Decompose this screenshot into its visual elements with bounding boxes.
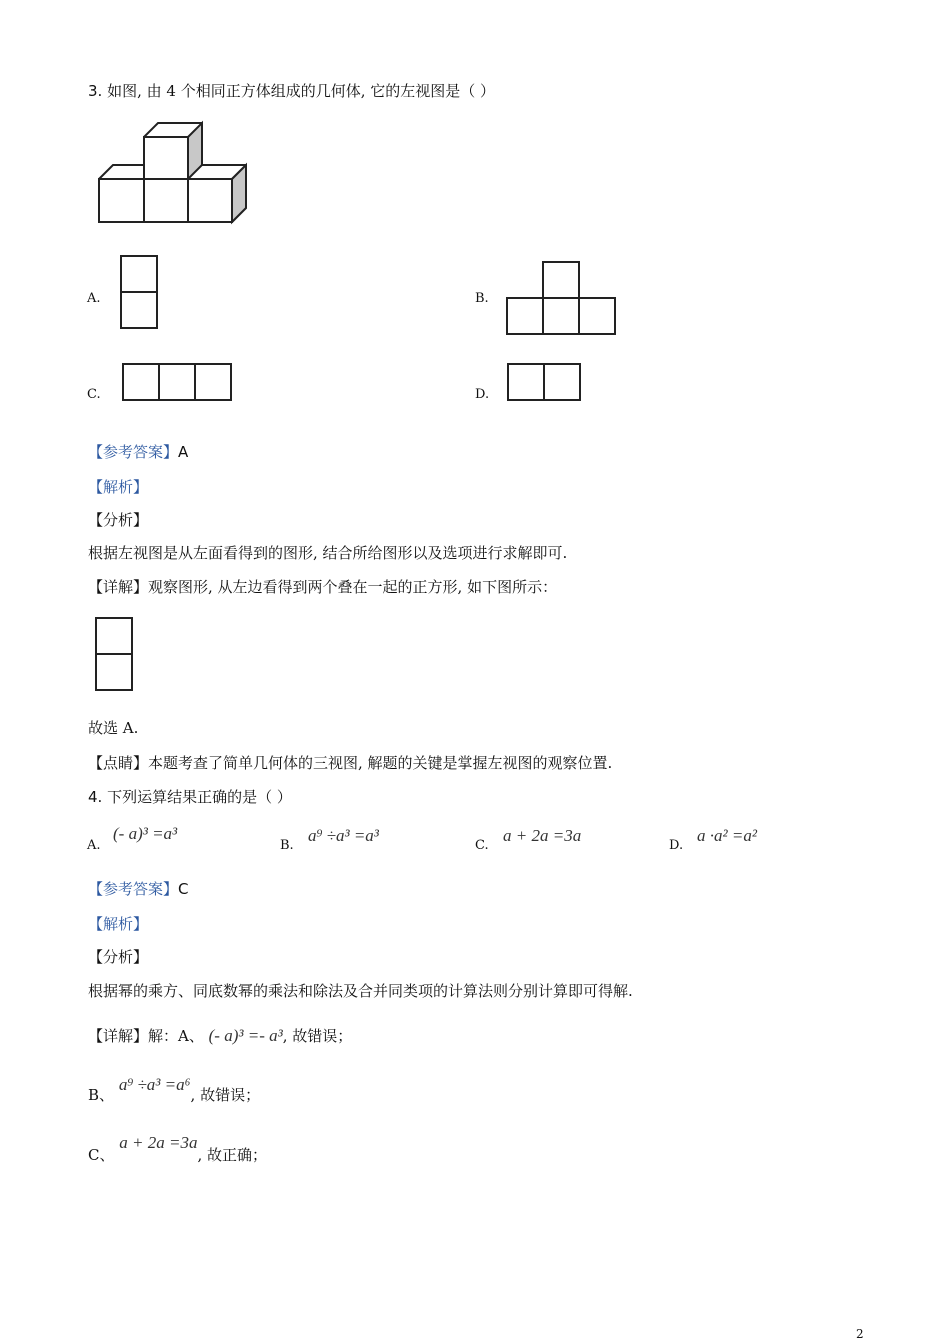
q3-cube-right	[188, 179, 232, 222]
q3-option-c-figure[interactable]	[122, 363, 234, 403]
q4-option-d-expr[interactable]: a ·a² =a²	[697, 826, 757, 845]
page-number: 2	[856, 1327, 864, 1341]
q3-option-b-label[interactable]: B.	[475, 291, 489, 306]
q3-option-b-figure[interactable]	[506, 261, 618, 337]
q3-cube-middle	[144, 179, 188, 222]
q4-detail-b-prefix: B、	[88, 1086, 115, 1104]
q4-option-c-label[interactable]: C.	[475, 838, 489, 853]
q4-option-a-expr[interactable]: (- a)³ =a³	[113, 824, 178, 843]
q3-detail-text: 观察图形, 从左边看得到两个叠在一起的正方形, 如下图所示：	[148, 578, 558, 596]
q4-analysis-label: 【解析】	[88, 915, 149, 933]
q3-option-c-label[interactable]: C.	[87, 387, 101, 402]
q3-top-cube-side	[188, 123, 202, 179]
q3-fenxi-text: 根据左视图是从左面看得到的图形, 结合所给图形以及选项进行求解即可.	[88, 544, 568, 562]
q4-number: 4.	[88, 788, 103, 806]
q4-fenxi-label: 【分析】	[88, 948, 149, 966]
q4-detail-b-expr: a⁹ ÷a³ =a⁶	[118, 1075, 191, 1094]
q3-text: 如图, 由 4 个相同正方体组成的几何体, 它的左视图是（ ）	[107, 82, 496, 100]
q3-dianjing-line	[88, 753, 612, 773]
q3-number: 3.	[88, 82, 103, 100]
q4-detail-c-expr: a + 2a =3a	[119, 1133, 198, 1152]
q3-option-d-figure[interactable]	[507, 363, 583, 403]
q4-detail-c-line	[88, 1133, 268, 1165]
q4-detail-a-expr: (- a)³ =- a³	[208, 1026, 283, 1045]
q4-detail-prefix: 解：A、	[148, 1027, 204, 1045]
q4-detail-a-line	[88, 1026, 352, 1046]
q4-fenxi-text: 根据幂的乘方、同底数幂的乘法和除法及合并同类项的计算法则分别计算即可得解.	[88, 982, 633, 1000]
q3-dianjing-label: 【点睛】	[88, 754, 149, 772]
q4-answer-line	[88, 879, 189, 899]
q4-stem	[88, 787, 292, 807]
q4-answer-label: 【参考答案】	[88, 880, 179, 898]
q4-detail-a-result: , 故错误；	[282, 1027, 353, 1045]
q3-option-a-figure[interactable]	[120, 255, 160, 330]
q4-detail-b-result: , 故错误；	[190, 1086, 261, 1104]
q4-option-b-expr[interactable]: a⁹ ÷a³ =a³	[308, 826, 379, 845]
q3-detail-label: 【详解】	[88, 578, 149, 596]
q4-detail-c-result: , 故正确；	[197, 1146, 268, 1164]
q4-answer: C	[178, 880, 189, 898]
q3-choose: 故选 A.	[88, 719, 139, 737]
q3-right-cube-side	[232, 165, 246, 222]
q3-dianjing-text: 本题考查了简单几何体的三视图, 解题的关键是掌握左视图的观察位置.	[148, 754, 613, 772]
q4-text: 下列运算结果正确的是（ ）	[107, 788, 292, 806]
q3-cube-left	[99, 179, 144, 222]
q3-option-a-label[interactable]: A.	[87, 291, 101, 306]
q3-detail-figure	[95, 617, 135, 693]
q3-option-d-label[interactable]: D.	[475, 387, 490, 402]
q3-answer: A	[178, 443, 189, 461]
q4-option-a-label[interactable]: A.	[87, 838, 101, 853]
q4-option-c-expr[interactable]: a + 2a =3a	[503, 826, 582, 845]
q4-option-d-label[interactable]: D.	[669, 838, 684, 853]
q3-top-cube-front	[144, 137, 188, 179]
q3-analysis-label: 【解析】	[88, 478, 149, 496]
q4-detail-label: 【详解】	[88, 1027, 149, 1045]
q3-answer-line	[88, 442, 188, 462]
q3-answer-label: 【参考答案】	[88, 443, 179, 461]
q4-detail-b-line	[88, 1075, 261, 1105]
q3-stem	[88, 81, 495, 101]
q3-detail-line	[88, 577, 557, 597]
q3-fenxi-label: 【分析】	[88, 511, 149, 529]
q3-solid-figure	[96, 120, 251, 230]
q4-detail-c-prefix: C、	[88, 1146, 115, 1164]
q4-option-b-label[interactable]: B.	[280, 838, 294, 853]
